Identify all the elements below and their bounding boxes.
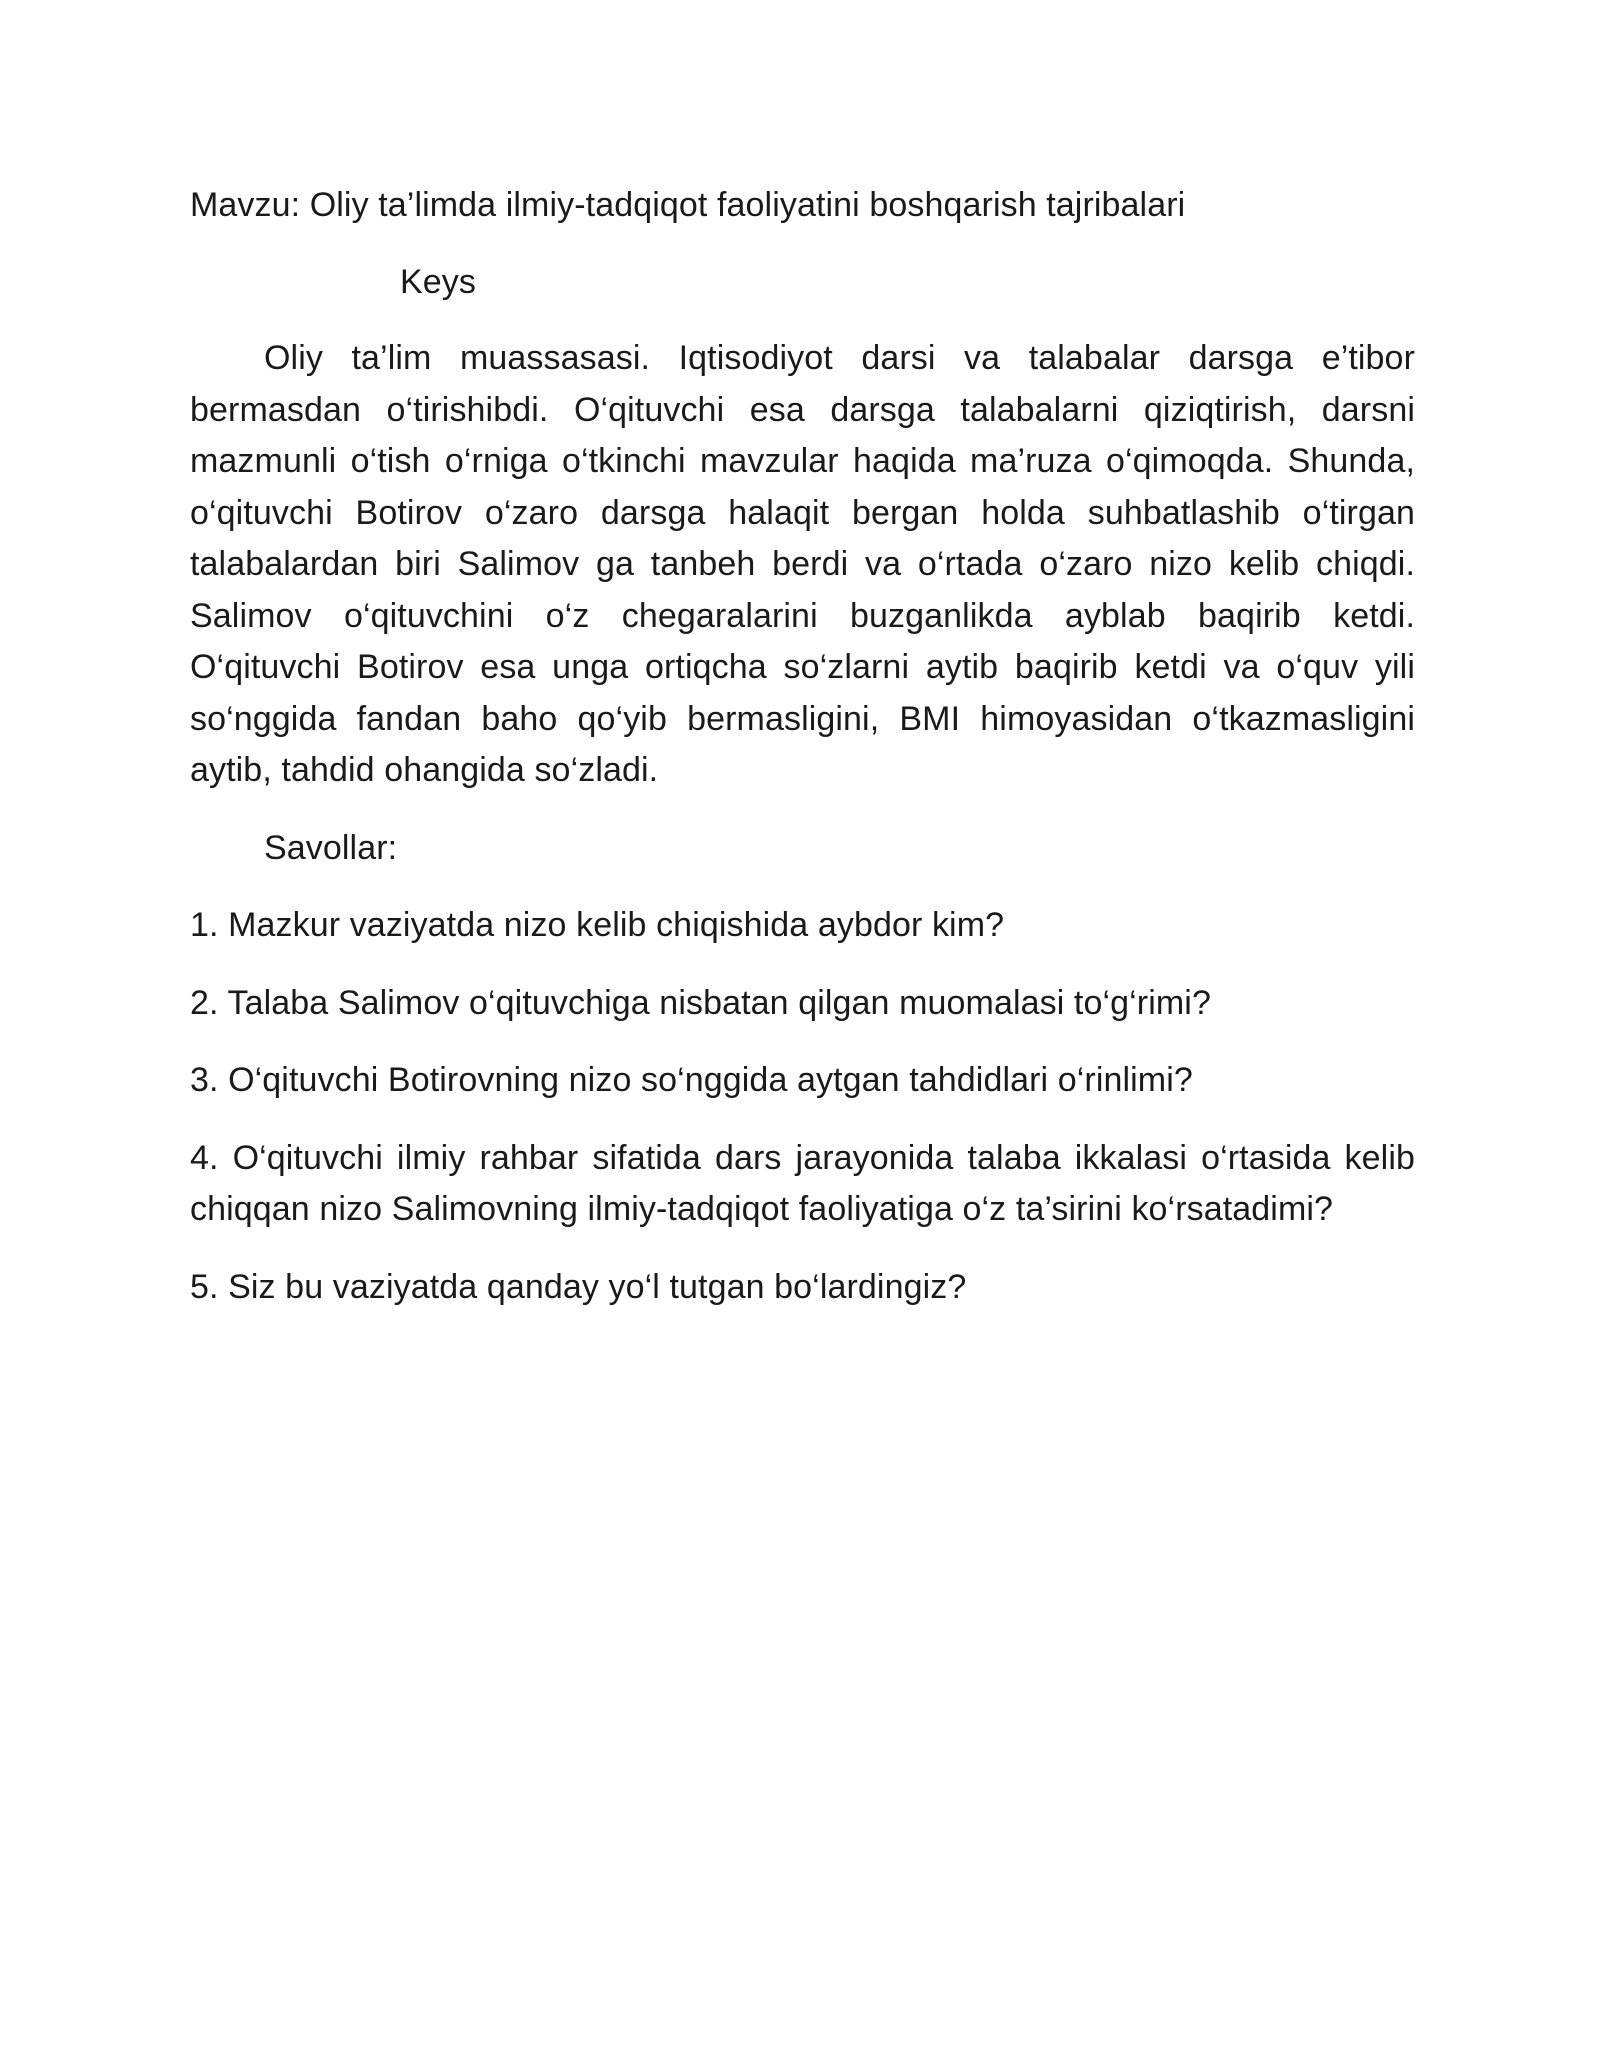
questions-heading: Savollar: [264,828,398,867]
document-subtitle: Keys [400,262,476,301]
question-item: 2. Talaba Salimov o‘qituvchiga nisbatan qilgan muomalasi to‘g‘rimi? [190,983,1211,1022]
question-item: 5. Siz bu vaziyatda qanday yo‘l tutgan bo‘lardingiz? [190,1267,967,1306]
case-description: Oliy ta’lim muassasasi. Iqtisodiyot darsi va talabalar darsga e’tibor bermasdan o‘tirishibdi. O‘qituvchi esa darsga talabalarni qiziqtirish, darsni mazmunli o‘tish o‘rniga o‘tkinchi mavzular haqida ma’ruza o‘qimoqda. Shunda, o‘qituvchi Botirov o‘zaro darsga halaqit bergan holda suhbatlashib o‘tirgan talabalardan biri Salimov ga tanbeh berdi va o‘rtada o‘zaro nizo kelib chiqdi. Salimov o‘qituvchini o‘z chegaralarini buzganlikda ayblab baqirib ketdi. O‘qituvchi Botirov esa unga ortiqcha so‘zlarni aytib baqirib ketdi va o‘quv yili so‘nggida fandan baho qo‘yib bermasligini, BMI himoyasidan o‘tkazmasligini aytib, tahdid ohangida so‘zladi. [190,339,1415,789]
document-topic: Mavzu: Oliy ta’limda ilmiy-tadqiqot faoliyatini boshqarish tajribalari [190,186,1186,224]
question-item: 4. O‘qituvchi ilmiy rahbar sifatida dars jarayonida talaba ikkalasi o‘rtasida kelib chiqqan nizo Salimovning ilmiy-tadqiqot faoliyatiga o‘z ta’sirini ko‘rsatadimi? [190,1138,1415,1228]
document-page [190,180,1415,1339]
question-item: 3. O‘qituvchi Botirovning nizo so‘nggida aytgan tahdidlari o‘rinlimi? [190,1061,1193,1099]
question-item: 1. Mazkur vaziyatda nizo kelib chiqishida aybdor kim? [190,906,1005,944]
